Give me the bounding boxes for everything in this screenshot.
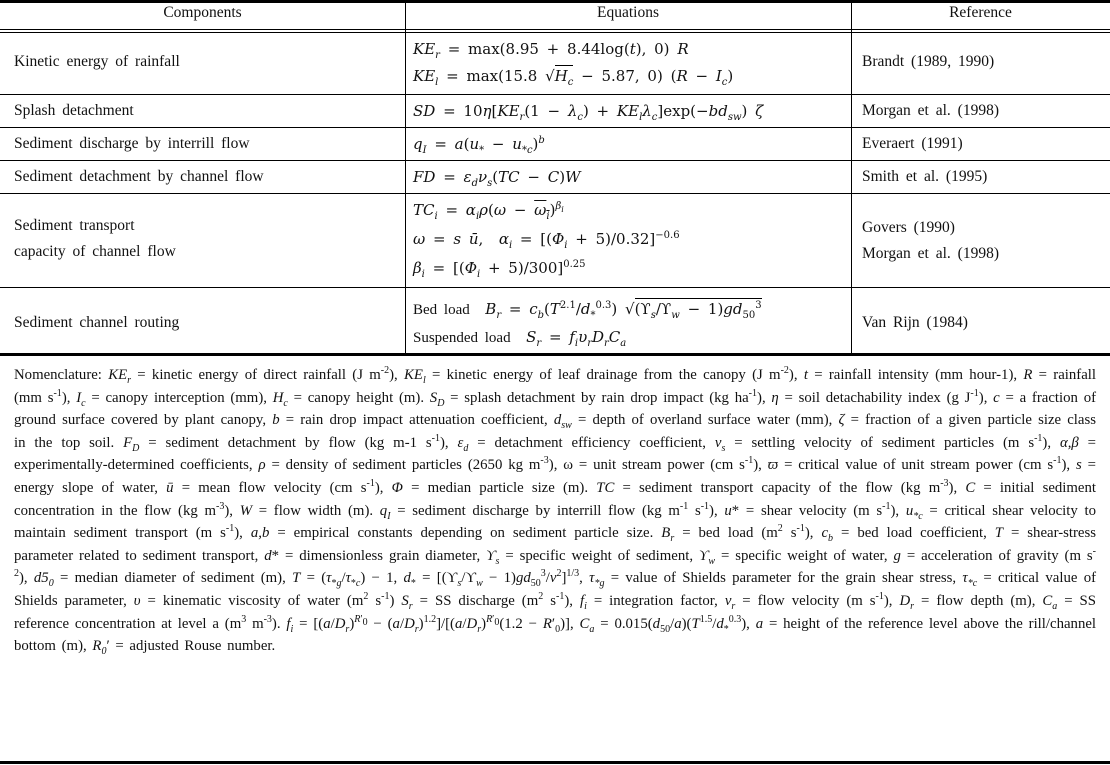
equation-qi: $q_I = a(u_* - u_{*c})^b$ xyxy=(413,135,545,156)
column-divider xyxy=(851,3,852,353)
equation-beta: $\beta_i = [(\Phi_i + 5)/300]^{0.25}$ xyxy=(413,259,586,280)
reference-morgan: Morgan et al. (1998) xyxy=(862,102,999,119)
row-divider xyxy=(0,193,1110,194)
header-components: Components xyxy=(163,4,242,21)
note-bottom-rule xyxy=(0,761,1110,764)
component-channel-routing: Sediment channel routing xyxy=(14,314,180,331)
suspended-load-label: Suspended load xyxy=(413,330,511,346)
equation-ker: $KE_r = \max(8.95 + 8.44\log(t)$, 0) R xyxy=(413,40,689,61)
row-divider xyxy=(0,160,1110,161)
reference-govers: Govers (1990) xyxy=(862,219,955,236)
table-top-rule xyxy=(0,0,1110,3)
nomenclature-label: Nomenclature: xyxy=(14,367,102,383)
component-interrill: Sediment discharge by interrill flow xyxy=(14,135,250,152)
table-bottom-rule xyxy=(0,353,1110,356)
reference-morgan-2: Morgan et al. (1998) xyxy=(862,245,999,262)
equation-omega-alpha: ω = s ū, $\alpha_i = [(\Phi_i + 5)/0.32]^{-0.6}$ xyxy=(413,230,680,251)
header-reference: Reference xyxy=(949,4,1012,21)
equation-suspended-load: Suspended load $S_r = f_i\upsilon_rD_rC_a$ xyxy=(413,328,627,349)
equation-fd: FD = $\varepsilon_d\nu_s(TC - C)W$ xyxy=(413,168,581,189)
row-divider xyxy=(0,287,1110,288)
reference-brandt: Brandt (1989, 1990) xyxy=(862,53,995,70)
reference-van-rijn: Van Rijn (1984) xyxy=(862,314,968,331)
component-kinetic-energy: Kinetic energy of rainfall xyxy=(14,53,180,70)
bed-load-label: Bed load xyxy=(413,302,470,318)
equation-bed-load: Bed load $B_r = c_b(T^{2.1}/d_*^{0.3}) √(ϒ_s/ϒ_w - 1)gd_{50}^3$ xyxy=(413,300,762,321)
component-transport-capacity-line1: Sediment transport xyxy=(14,217,135,234)
component-channel-detachment: Sediment detachment by channel flow xyxy=(14,168,264,185)
component-splash: Splash detachment xyxy=(14,102,134,119)
row-divider xyxy=(0,94,1110,95)
reference-everaert: Everaert (1991) xyxy=(862,135,963,152)
row-divider xyxy=(0,127,1110,128)
reference-smith: Smith et al. (1995) xyxy=(862,168,988,185)
nomenclature-note: Nomenclature: $KE_r$ = kinetic energy of direct rainfall (J $m^{-2}$), $KE_l$ = kinetic energy of leaf drainage from the canopy (J $m^{-2}$), t = rainfall intensity (mm hour-1), R = rainfall (mm $s^{-1}$), $I_c$ = canopy interception (mm), $H_c$ = canopy height (m). $S_D$ = splash detachment by rain drop impact (kg $ha^{-1}$), η = soil detachability index (g $J^{-1}$), c = a fraction of ground surface covered by plant canopy, b = rain drop impact attenuation coefficient, $d_{sw}$ = depth of overland surface water (mm), ζ = fraction of a given particle size class in the top soil. $F_D$ = sediment detachment by flow (kg m-1 $s^{-1}$), $\varepsilon_d$ = detachment efficiency coefficient, $v_s$ = settling velocity of sediment particles (m $s^{-1}$), α,β = experimentally-determined coefficients, ρ = density of sediment particles (2650 kg $m^{-3}$), ω = unit stream power (cm $s^{-1}$), ϖ = critical value of unit stream power (cm $s^{-1}$), s = energy slope of water, ū = mean flow velocity (cm $s^{-1}$), Φ = median particle size (m). TC = sediment transport capacity of the flow (kg $m^{-3}$), C = initial sediment concentration in the flow (kg $m^{-3}$), W = flow width (m). $q_I$ = sediment discharge by interrill flow (kg $m^{-1}$ $s^{-1}$), u* = shear velocity (m $s^{-1}$), $u_{*c}$ = critical shear velocity to maintain sediment transport (m $s^{-1}$), a,b = empirical constants depending on sediment particle size. $B_r$ = bed load ($m^2$ $s^{-1}$), $c_b$ = bed load coefficient, T = shear-stress parameter related to sediment transport, d* = dimensionless grain diameter, $ϒ_s$ = specific weight of sediment, $ϒ_w$ = specific weight of water, g = acceleration of gravity (m $s^{-2}$), $d5_0$ = median diameter of sediment (m), $T = (\tau_{*g}/\tau_{*c}) - 1$, $d_* = [(ϒ_s/ϒ_w - 1)gd_{50}^3/\nu^2]^{1/3}$, $\tau_{*g}$ = value of Shields parameter for the grain shear stress, $\tau_{*c}$ = critical value of Shields parameter, υ = kinematic viscosity of water ($m^2$ $s^{-1}$) $S_r$ = SS discharge ($m^2$ $s^{-1}$), $f_i$ = integration factor, $v_r$ = flow velocity (m $s^{-1}$), $D_r$ = flow depth (m), $C_a$ = SS reference concentration at level a ($m^3$ $m^{-3}$). $f_i = [(a/D_r)^{R'_0} - (a/D_r)^{1.2}]/[(a/D_r)^{R'_0}(1.2 - R'_0)]$, $C_a = 0.015(d_{50}/a)(T^{1.5}/d_*^{0.3})$, a = height of the reference level above the rill/channel bottom (m), $R_0'$ = adjusted Rouse number. xyxy=(14,365,1097,658)
equation-sd: SD = $10\eta[KE_r(1 - \lambda_c) + KE_l\lambda_c]\exp(-bd_{sw})$ ζ xyxy=(413,102,764,123)
component-transport-capacity-line2: capacity of channel flow xyxy=(14,243,176,260)
equation-kel: $KE_l = \max(15.8$ $√H_c - 5.87$, 0) $(R - I_c)$ xyxy=(413,67,734,88)
equation-tc: $TC_i = \alpha_i\rho(\omega - \omega_i)^{\beta_i}$ xyxy=(413,201,564,222)
header-equations: Equations xyxy=(597,4,659,21)
header-double-rule xyxy=(0,29,1110,33)
column-divider xyxy=(405,3,406,353)
